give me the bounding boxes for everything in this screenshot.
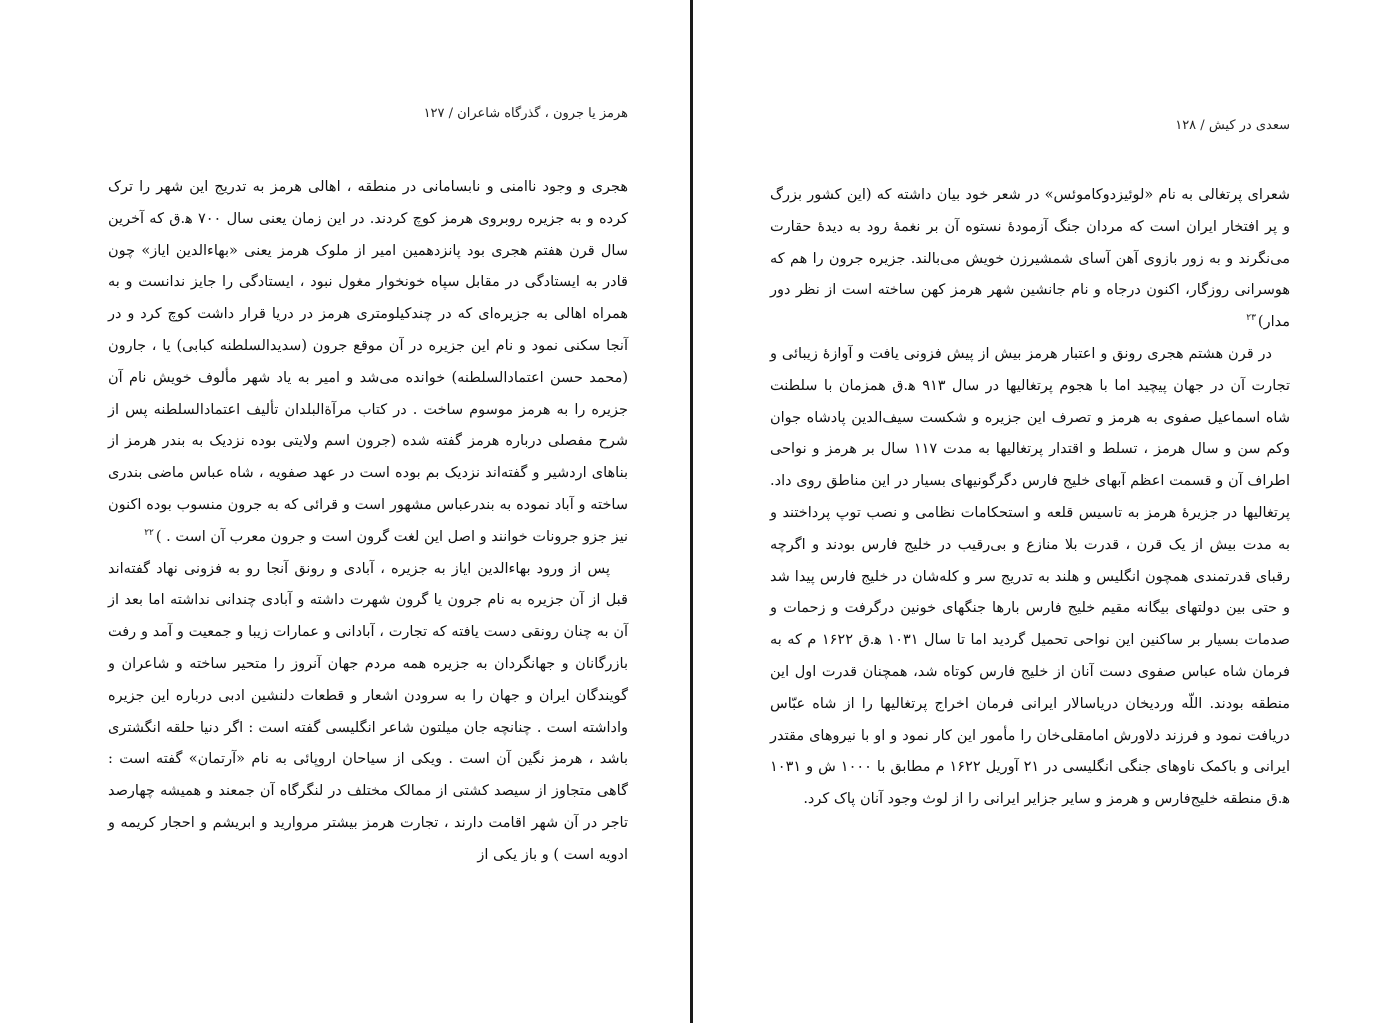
right-paragraph-1: [770, 180, 1290, 339]
left-page-header: هرمز یا جرون ، گذرگاه شاعران / ۱۲۷: [423, 106, 628, 121]
right-page-header: سعدی در کیش / ۱۲۸: [1175, 118, 1290, 133]
paragraph-text: در قرن هشتم هجری رونق و اعتبار هرمز بیش از پیش فزونی یافت و آوازهٔ زیبائی و تجارت آن در جهان پیچید اما با هجوم پرتغالیها در سال ۹۱۳ ه‍.ق همزمان با سلطنت شاه اسماعیل صفوی به هرمز و تصرف این جزیره و شکست سیف‌الدین پادشاه جوان وکم سن و سال هرمز ، تسلط و اقتدار پرتغالیها به مدت ۱۱۷ سال بر هرمز و نواحی اطراف آن و قسمت اعظم آبهای خلیج فارس دگرگونیهای بسیار در این مناطق روی داد. پرتغالیها در جزیرهٔ هرمز به تاسیس قلعه و استحکامات نظامی و نصب توپ پرداختند و به مدت بیش از یک قرن ، قدرت بلا منازع و بی‌رقیب در خلیج فارس بودند و اگرچه رقبای قدرتمندی همچون انگلیس و هلند به تدریج سر و کله‌شان در خلیج فارس پیدا شد و حتی بین دولتهای بیگانه مقیم خلیج فارس بارها جنگهای خونین درگرفت و زحمات و صدمات بسیار بر ساکنین این نواحی تحمیل گردید اما تا سال ۱۰۳۱ ه‍.ق ۱۶۲۲ م که به فرمان شاه عباس صفوی دست آنان از خلیج فارس کوتاه شد، همچنان قدرت اول این منطقه بودند. اللّه وردیخان دریاسالار ایرانی فرمان اخراج پرتغالیها را از شاه عبّاس دریافت نمود و فرزند دلاورش امامقلی‌خان را مأمور این کار نمود و او با نیروهای مقتدر ایرانی و باکمک ناوهای جنگی انگلیسی در ۲۱ آوریل ۱۶۲۲ م مطابق با ۱۰۰۰ ش و ۱۰۳۱ ه‍.ق منطقه خلیج‌فارس و هرمز و سایر جزایر ایرانی را از لوث وجود آنان پاک کرد.: [770, 345, 1291, 808]
left-paragraph-2: [108, 554, 628, 872]
book-gutter: [690, 0, 693, 1023]
paragraph-text: پس از ورود بهاءالدین ایاز به جزیره ، آبادی و رونق آنجا رو به فزونی نهاد گفته‌اند قبل از آن جزیره به نام جرون یا گرون شهرت داشته و آبادی چندانی نداشته اما بعد از آن به چنان رونقی دست یافته که تجارت ، آبادانی و عمارات زیبا و جمعیت و آمد و رفت بازرگانان و جهانگردان به جزیره همه مردم جهان آنروز را متحیر ساخته و شاعران و گویندگان ایران و جهان را به سرودن اشعار و قطعات دلنشین ادبی درباره این جزیره واداشته است . چنانچه جان میلتون شاعر انگلیسی گفته است : اگر دنیا حلقه انگشتری باشد ، هرمز نگین آن است . ویکی از سیاحان اروپائی به نام «آرتمان» گفته است : گاهی متجاوز از سیصد کشتی از ممالک مختلف در لنگرگاه آن جمعند و همیشه چهارصد تاجر در آن شهر اقامت دارند ، تجارت هرمز بیشتر مروارید و ابریشم و احجار کریمه و ادویه است ) و باز یکی از: [108, 560, 628, 863]
right-paragraph-2: [770, 339, 1290, 816]
paragraph-text: هجری و وجود ناامنی و نابسامانی در منطقه ، اهالی هرمز به تدریج این شهر را ترک کرده و به جزیره روبروی هرمز کوچ کردند. در این زمان یعنی سال ۷۰۰ ه‍.ق که آخرین سال قرن هفتم هجری بود پانزدهمین امیر از ملوک هرمز یعنی «بهاءالدین ایاز» چون قادر به ایستادگی در مقابل سپاه خونخوار مغول نبود ، ایستادگی را جایز ندانست و به همراه اهالی به جزیره‌ای که در چندکیلومتری هرمز در دریا قرار داشت کوچ کرد و در آنجا سکنی نمود و نام این جزیره در آن موقع جرون (سدیدالسلطنه کبابی) یا ، جارون (محمد حسن اعتمادالسلطنه) خوانده می‌شد و امیر به یاد شهر مألوف خویش نام آن جزیره را به هرمز موسوم ساخت . در کتاب مرآة‌البلدان تألیف اعتمادالسلطنه پس از شرح مفصلی درباره هرمز گفته شده (جرون اسم ولایتی بوده نزدیک به بندر هرمز از بناهای اردشیر و گفته‌اند نزدیک بم بوده است در عهد صفویه ، شاه عباس ماضی بندری ساخته و آباد نموده به بندرعباس مشهور است و قرائی که به جرون منسوب بوده اکنون نیز جزو جرونات خوانند و اصل این لغت گرون است و جرون معرب آن است . ): [108, 179, 628, 545]
paragraph-text: شعرای پرتغالی به نام «لوئیزدوکاموئس» در شعر خود بیان داشته که (این کشور بزرگ و پر افتخار ایران است که مردان جنگ آزمودهٔ نستوه آن بر نغمهٔ رود به دیدهٔ حقارت می‌نگرند و به زور بازوی آهن آسای شمشیرزن خویش می‌بالند. جزیره جرون را هم که هوسرانی روزگار، اکنون درجاه و نام جانشین شهر هرمز کهن ساخته است از نظر دور مدار): [770, 187, 1290, 331]
footnote-marker[interactable]: ۲۳: [1246, 313, 1256, 324]
right-page: [770, 0, 1290, 1023]
left-page: [108, 0, 628, 1023]
footnote-marker[interactable]: ۲۲: [144, 527, 154, 538]
right-page-body: [770, 180, 1290, 816]
left-paragraph-1: [108, 172, 628, 554]
left-page-body: [108, 172, 628, 872]
